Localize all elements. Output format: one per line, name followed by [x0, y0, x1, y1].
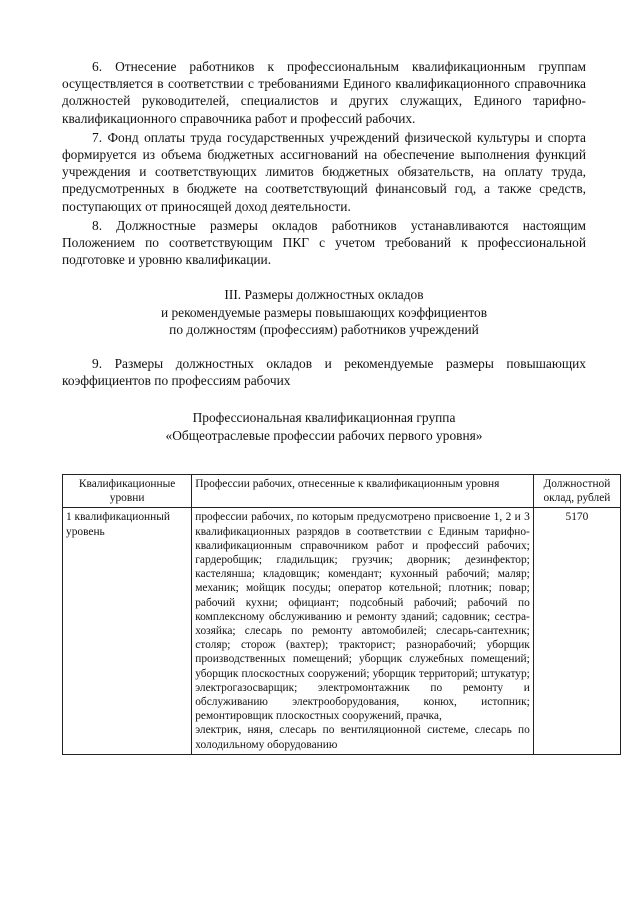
professions-list: профессии рабочих, по которым предусмотрено присвоение 1, 2 и 3 квалификационных разрядов в соответствии с Единым тарифно-квалификационным справочником работ и профессий рабочих; гардеробщик; гладильщик; грузчик; дворник; дезинфектор; кастелянша; кладовщик; комендант; кухонный рабочий; маляр; механик; мойщик посуды; оператор котельной; плотник; повар; рабочий кухни; официант; подсобный рабочий; рабочий по комплексному обслуживанию и ремонту зданий; садовник; сестра-хозяйка; слесарь по ремонту автомобилей; слесарь-сантехник; столяр; сторож (вахтер); тракторист; разнорабочий; уборщик производственных помещений; уборщик служебных помещений; уборщик плоскостных сооружений; уборщик территорий; штукатур; электрогазосварщик; электромонтажник по ремонту и обслуживанию электрооборудования, конюх, истопник; ремонтировщик плоскостных сооружений, прачка, [195, 511, 530, 723]
paragraph-8: 8. Должностные размеры окладов работников устанавливаются настоящим Положением по соответствующим ПКГ с учетом требований к профессиональной подготовке и уровню квалификации. [62, 217, 586, 268]
cell-professions [192, 508, 534, 754]
paragraph-6: 6. Отнесение работников к профессиональным квалификационным группам осуществляется в соответствии с требованиями Единого квалификационного справочника должностей руководителей, специалистов и других служащих, Единого тарифно-квалификационного справочника работ и профессий рабочих. [62, 59, 586, 126]
document-body [62, 58, 586, 444]
cell-salary: 5170 [533, 508, 620, 754]
header-levels: Квалификационные уровни [63, 475, 192, 508]
group-title [62, 409, 586, 443]
section-heading-line-2: и рекомендуемые размеры повышающих коэффициентов [160, 304, 488, 320]
paragraph-7: 7. Фонд оплаты труда государственных учреждений физической культуры и спорта формируется из объема бюджетных ассигнований на обеспечение выполнения функций учреждения и соответствующих лимитов бюджетных обязательств, на оплату труда, предусмотренных в бюджете на соответствующий финансовый год, а также средств, поступающих от приносящей доход деятельности. [62, 129, 586, 214]
group-title-line-2: «Общеотраслевые профессии рабочих первого уровня» [165, 427, 483, 443]
table-header-row [63, 475, 621, 508]
cell-level: 1 квалификационный уровень [63, 508, 192, 754]
professions-list-extra: электрик, няня, слесарь по вентиляционной системе, слесарь по холодильному оборудованию [195, 724, 530, 751]
qualification-table [62, 474, 621, 755]
header-professions: Профессии рабочих, отнесенные к квалификационным уровня [192, 475, 534, 508]
group-title-line-1: Профессиональная квалификационная группа [192, 410, 456, 426]
section-heading-line-1: III. Размеры должностных окладов [224, 287, 424, 303]
section-heading-line-3: по должностям (профессиям) работников учреждений [169, 321, 479, 337]
header-salary: Должностной оклад, рублей [533, 475, 620, 508]
paragraph-9: 9. Размеры должностных окладов и рекомендуемые размеры повышающих коэффициентов по профессиям рабочих [62, 356, 586, 389]
table-row [63, 508, 621, 754]
section-heading [62, 286, 586, 338]
